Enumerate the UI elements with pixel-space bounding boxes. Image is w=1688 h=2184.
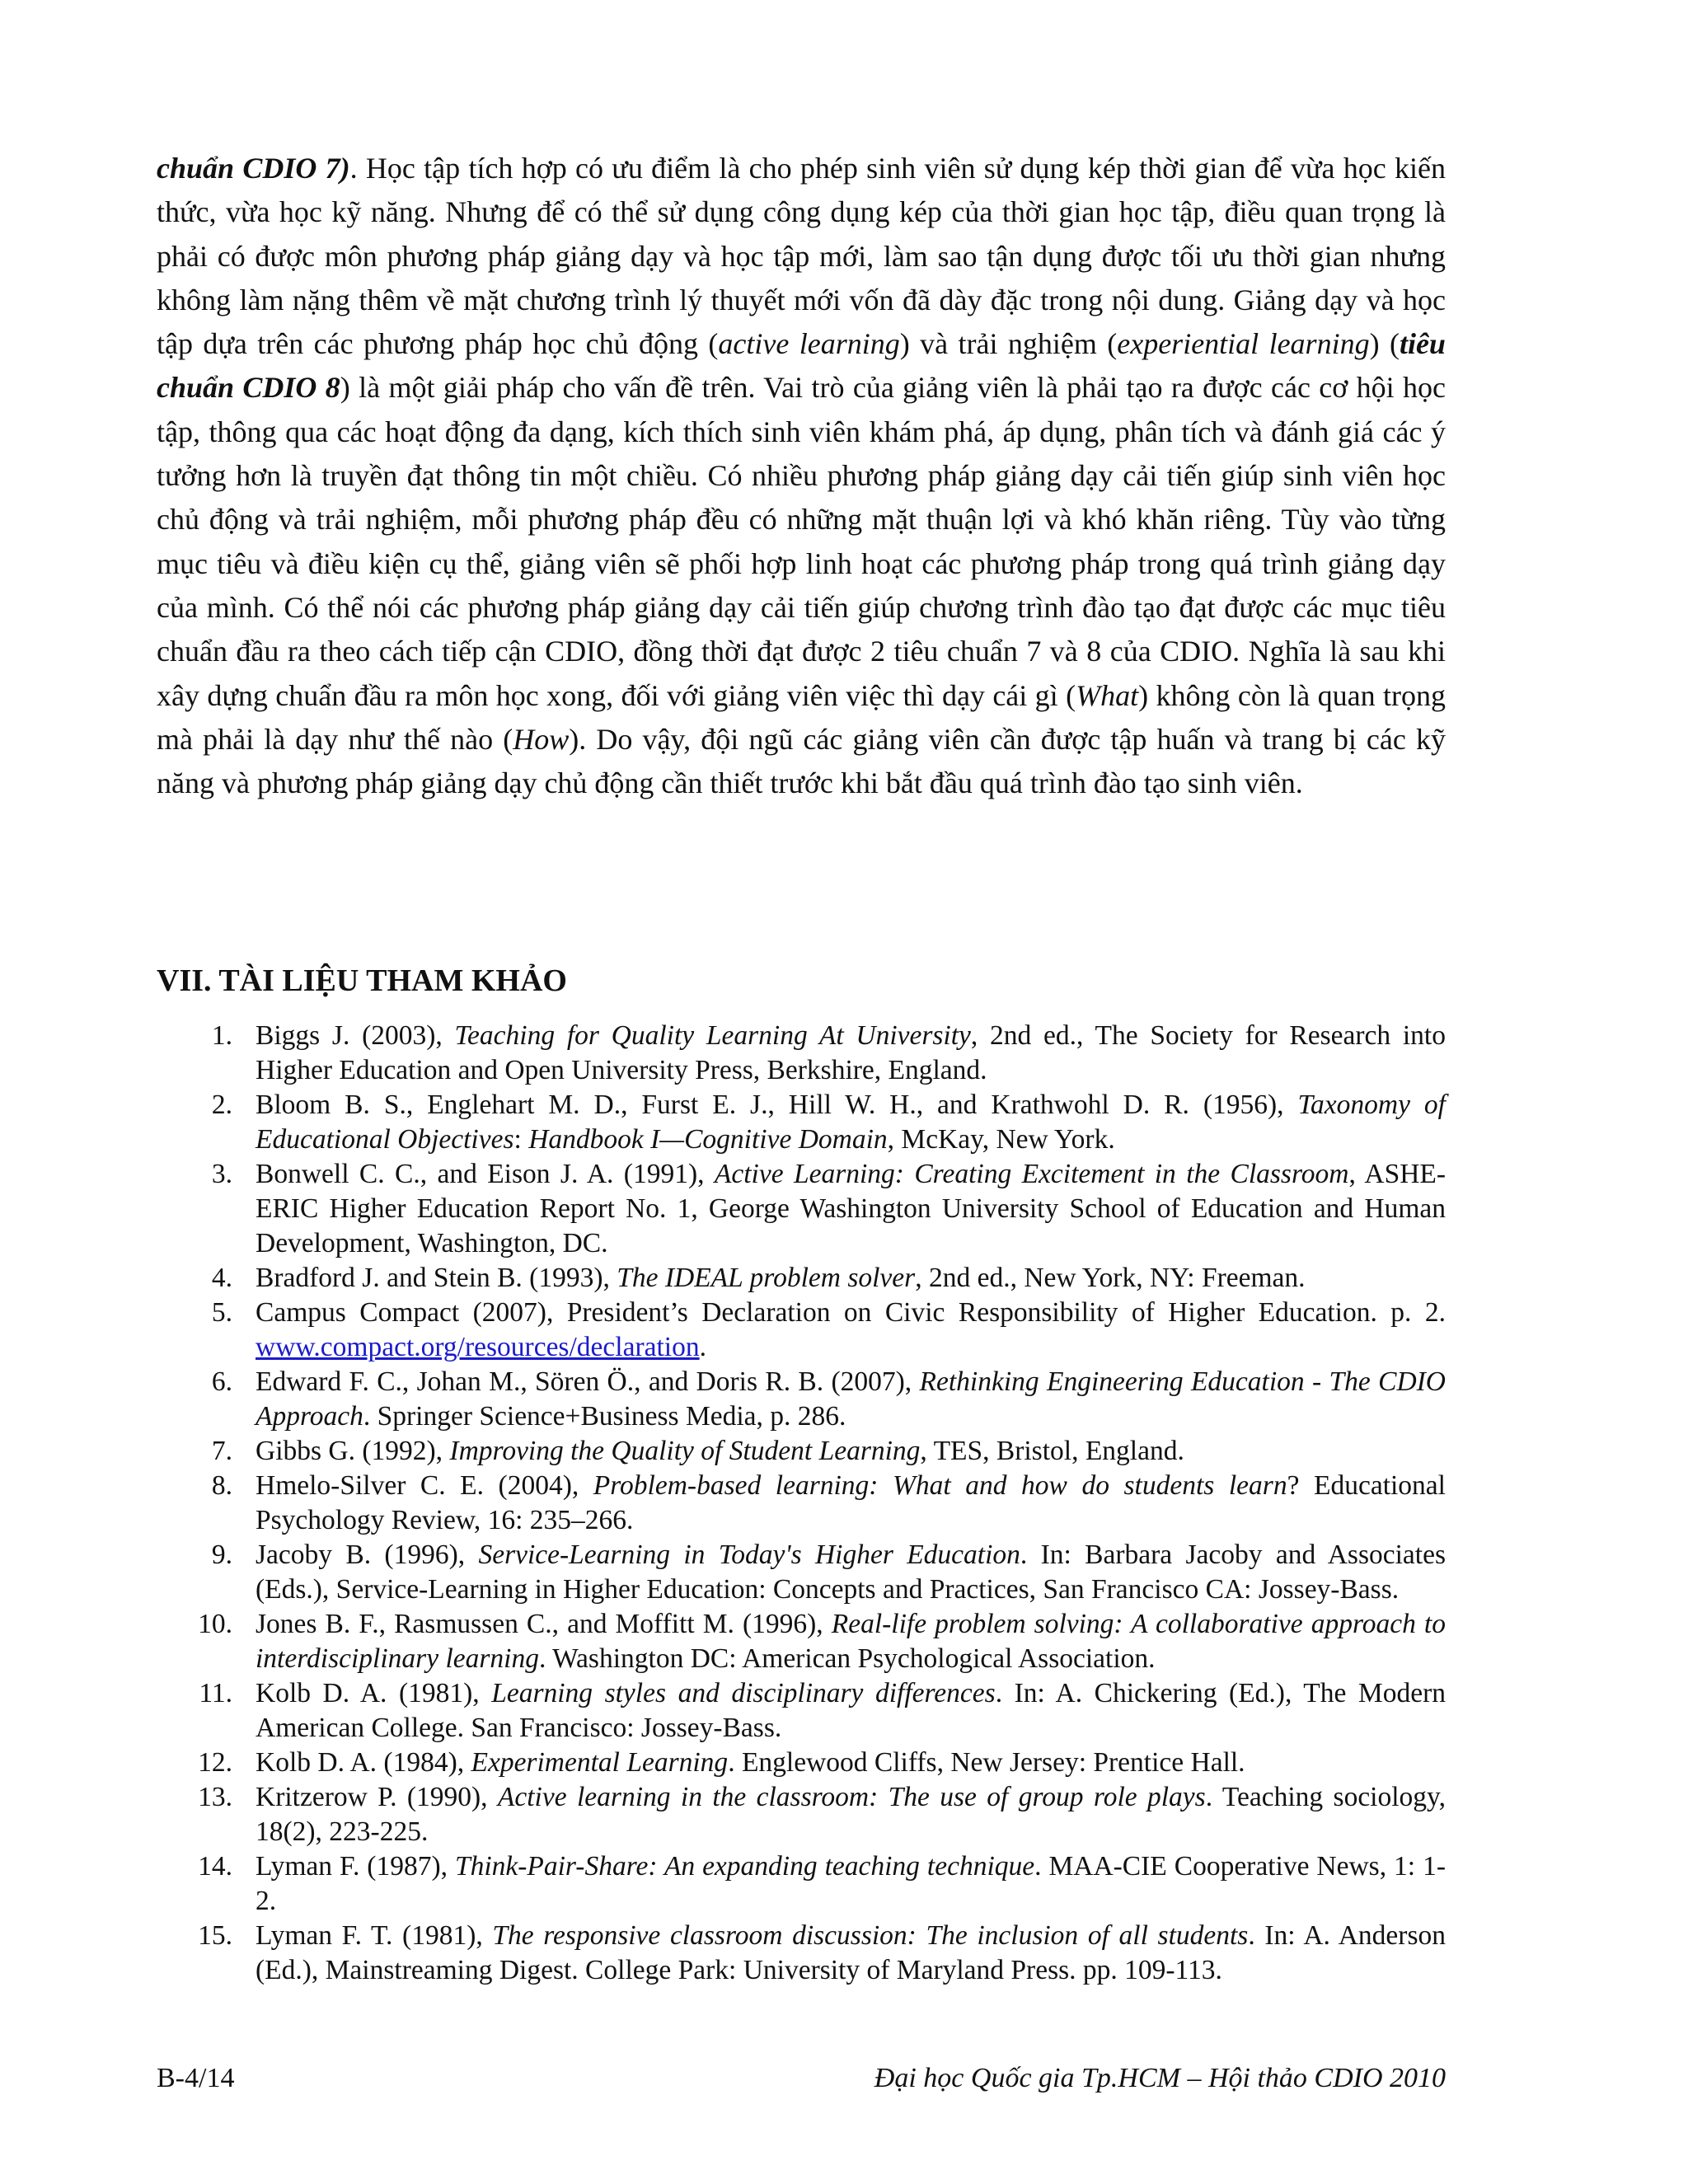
- reference-item: 6. Edward F. C., Johan M., Sören Ö., and Doris R. B. (2007), Rethinking Engineering Education - The CDIO Approach. Springer Science+Business Media, p. 286.: [211, 1366, 1446, 1432]
- conference-name: Đại học Quốc gia Tp.HCM – Hội thảo CDIO 2010: [874, 2063, 1446, 2093]
- reference-item: 1. Biggs J. (2003), Teaching for Quality Learning At University, 2nd ed., The Society for Research into Higher Education and Open University Press, Berkshire, England.: [211, 1020, 1446, 1085]
- body-paragraph: chuẩn CDIO 7). Học tập tích hợp có ưu điểm là cho phép sinh viên sử dụng kép thời gian để vừa học kiến thức, vừa học kỹ năng. Nhưng để có thể sử dụng công dụng kép của thời gian học tập, điều quan trọng là phải có được môn phương pháp giảng dạy và học tập mới, làm sao tận dụng được tối ưu thời gian nhưng không làm nặng thêm về mặt chương trình lý thuyết mới vốn đã dày đặc trong nội dung. Giảng dạy và học tập dựa trên các phương pháp học chủ động (active learning) và trải nghiệm (experiential learning) (tiêu chuẩn CDIO 8) là một giải pháp cho vấn đề trên. Vai trò của giảng viên là phải tạo ra được các cơ hội học tập, thông qua các hoạt động đa dạng, kích thích sinh viên khám phá, áp dụng, phân tích và đánh giá các ý tưởng hơn là truyền đạt thông tin một chiều. Có nhiều phương pháp giảng dạy cải tiến giúp sinh viên học chủ động và trải nghiệm, mỗi phương pháp đều có những mặt thuận lợi và khó khăn riêng. Tùy vào từng mục tiêu và điều kiện cụ thể, giảng viên sẽ phối hợp linh hoạt các phương pháp trong quá trình giảng dạy của mình. Có thể nói các phương pháp giảng dạy cải tiến giúp chương trình đào tạo đạt được các mục tiêu chuẩn đầu ra theo cách tiếp cận CDIO, đồng thời đạt được 2 tiêu chuẩn 7 và 8 của CDIO. Nghĩa là sau khi xây dựng chuẩn đầu ra môn học xong, đối với giảng viên việc thì dạy cái gì (What) không còn là quan trọng mà phải là dạy như thế nào (How). Do vậy, đội ngũ các giảng viên cần được tập huấn và trang bị các kỹ năng và phương pháp giảng dạy chủ động cần thiết trước khi bắt đầu quá trình đào tạo sinh viên.: [157, 152, 1447, 800]
- reference-item: 2. Bloom B. S., Englehart M. D., Furst E. J., Hill W. H., and Krathwohl D. R. (1956), Taxonomy of Educational Objectives: Handbook I—Cognitive Domain, McKay, New York.: [211, 1090, 1446, 1155]
- reference-item: 15. Lyman F. T. (1981), The responsive classroom discussion: The inclusion of all students. In: A. Anderson (Ed.), Mainstreaming Digest. College Park: University of Maryland Press. pp. 109-113.: [198, 1920, 1446, 1985]
- reference-item: 10. Jones B. F., Rasmussen C., and Moffitt M. (1996), Real-life problem solving: A collaborative approach to interdisciplinary learning. Washington DC: American Psychological Association.: [198, 1609, 1446, 1674]
- section-heading: VII. TÀI LIỆU THAM KHẢO: [157, 963, 567, 998]
- reference-item: 9. Jacoby B. (1996), Service-Learning in Today's Higher Education. In: Barbara Jacoby and Associates (Eds.), Service-Learning in Higher Education: Concepts and Practices, San Francisco CA: Jossey-Bass.: [211, 1540, 1447, 1605]
- reference-list: [157, 1019, 1446, 1988]
- reference-item: 7. Gibbs G. (1992), Improving the Quality of Student Learning, TES, Bristol, England.: [211, 1436, 1184, 1466]
- reference-item: 11. Kolb D. A. (1981), Learning styles and disciplinary differences. In: A. Chickering (Ed.), The Modern American College. San Francisco: Jossey-Bass.: [199, 1678, 1446, 1743]
- page-footer: [157, 2060, 1446, 2097]
- reference-item: 14. Lyman F. (1987), Think-Pair-Share: An expanding teaching technique. MAA-CIE Cooperative News, 1: 1-2.: [198, 1851, 1446, 1916]
- cdio7-ref: chuẩn CDIO 7): [157, 152, 350, 185]
- reference-item: 8. Hmelo-Silver C. E. (2004), Problem-based learning: What and how do students learn? Educational Psychology Review, 16: 235–266.: [211, 1470, 1446, 1535]
- page-number: B-4/14: [157, 2063, 235, 2093]
- reference-item: 4. Bradford J. and Stein B. (1993), The IDEAL problem solver, 2nd ed., New York, NY: Freeman.: [211, 1263, 1306, 1293]
- declaration-link[interactable]: www.compact.org/resources/declaration: [256, 1332, 700, 1362]
- reference-item: 13. Kritzerow P. (1990), Active learning in the classroom: The use of group role plays. Teaching sociology, 18(2), 223-225.: [198, 1782, 1447, 1847]
- reference-item: 5. Campus Compact (2007), President’s Declaration on Civic Responsibility of Higher Education. p. 2. www.compact.org/resources/declaration.: [211, 1297, 1446, 1362]
- reference-item: 3. Bonwell C. C., and Eison J. A. (1991), Active Learning: Creating Excitement in the Classroom, ASHE-ERIC Higher Education Report No. 1, George Washington University School of Education and Human Development, Washington, DC.: [211, 1159, 1447, 1258]
- reference-item: 12. Kolb D. A. (1984), Experimental Learning. Englewood Cliffs, New Jersey: Prentice Hall.: [198, 1747, 1245, 1778]
- cdio8-ref: tiêu chuẩn CDIO 8: [157, 327, 1446, 405]
